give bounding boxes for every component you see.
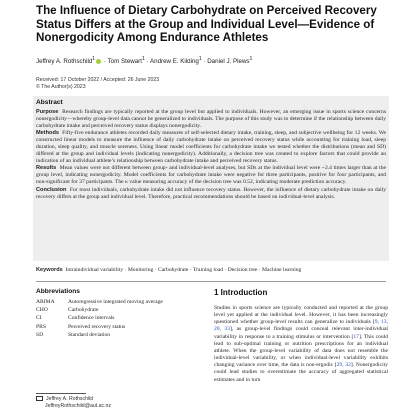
author-affiliation: 1 (141, 56, 145, 62)
citation-link[interactable]: 9, 13, 20, 33 (214, 319, 388, 333)
abbreviation-code: ARIMA (36, 299, 55, 305)
author-name[interactable]: Tom Stewart (107, 58, 142, 66)
author-affiliation: 1 (92, 56, 96, 62)
copyright-notice: © The Author(s) 2023 (36, 84, 86, 91)
abstract-body (36, 109, 386, 201)
abbreviation-row (36, 314, 196, 322)
abbreviation-code: PRS (36, 323, 46, 330)
abstract-heading: Abstract (36, 99, 63, 106)
abbreviation-row (36, 306, 196, 314)
correspondence-footnote (36, 396, 196, 410)
section-divider (36, 281, 386, 282)
conclusion-label: Conclusion (36, 186, 67, 193)
author-list (36, 56, 396, 65)
methods-label: Methods (36, 130, 59, 137)
abstract-methods (36, 130, 386, 165)
results-text: Mean values were not different between group- and individual-level analyses, but SDs at the individual level were ~2.4 times larger than at the group level, indicating nonergodicity. Model coefficients for carbohydrate intake were negative for three participants, positive for four participants, and non-significant for 37 participants. The κ value measuring accuracy of the decision tree was 0.52, indicating moderate prediction accuracy. (36, 165, 387, 186)
author-separator: · (201, 58, 208, 66)
footnote-divider (36, 393, 86, 394)
author-name[interactable]: Jeffrey A. Rothschild (36, 58, 93, 66)
citation-link[interactable]: 29, 32 (336, 362, 351, 369)
citation-link[interactable]: 17 (353, 333, 359, 340)
correspondence-name: Jeffrey A. Rothschild (46, 396, 94, 403)
abbreviations-heading: Abbreviations (36, 288, 80, 295)
orcid-icon[interactable] (96, 59, 101, 64)
results-label: Results (36, 165, 57, 172)
keywords-text: Intraindividual variability · Monitoring · Carbohydrate · Training load · Decision tree · Machine learning (65, 267, 302, 273)
intro-text: ]. Nonergodicity could lead studies to overestimate the accuracy of aggregated statistical estimates and in turn (214, 362, 388, 383)
abbreviation-row (36, 298, 196, 306)
abbreviation-row (36, 323, 196, 331)
author-separator: · (102, 58, 108, 66)
received-accepted-dates: Received: 17 October 2022 / Accepted: 26 June 2023 (36, 77, 160, 83)
abbreviation-meaning: Perceived recovery status (68, 323, 126, 330)
methods-text: Fifty-five endurance athletes recorded daily measures of self-selected dietary intake, training, sleep, and subjective wellbeing for 12 weeks. We constructed linear models to measure the influence of daily carbohydrate intake on perceived recovery status while accounting for training load, sleep duration, sleep quality, and muscle soreness. Using linear model coefficients for carbohydrate intake we tested whether the distributions (mean and SD) differed at the group and individual levels (indicating nonergodicity). Additionally, a decision tree was created to explore factors that could provide an indication of an individual athlete’s relationship between carbohydrate intake and perceived recovery status. (36, 130, 387, 165)
correspondence-name-row (36, 396, 196, 403)
abstract-purpose (36, 109, 386, 130)
correspondence-email[interactable]: JeffreyRothschild@aut.ac.nz (45, 402, 112, 409)
abbreviation-meaning: Confidence intervals (68, 315, 115, 322)
intro-text: Studies in sports science are typically conducted and reported at the group level yet applied at the individual level. However, it has been increasingly questioned whether group-level results can generalize to individuals [ (214, 305, 388, 326)
purpose-label: Purpose (36, 109, 59, 115)
purpose-text: Research findings are typically reported at the group level but applied to individuals. However, an emerging issue in sports science concerns nonergodicity—whereby group-level data cannot be generalized to individuals. The purpose of this study was to determine if the relationship between daily carbohydrate intake and perceived recovery status displays nonergodicity. (36, 109, 387, 130)
keywords (36, 267, 386, 273)
author-affiliation: 1 (198, 56, 202, 62)
keywords-label: Keywords (36, 267, 63, 273)
abbreviation-meaning: Carbohydrate (68, 307, 99, 314)
publication-dates (36, 77, 336, 91)
abbreviation-meaning: Autoregressive integrated moving average (68, 299, 163, 305)
author-affiliation: 1 (249, 56, 253, 62)
introduction-heading: 1 Introduction (214, 288, 268, 297)
abbreviations-list (36, 298, 196, 339)
abbreviation-code: CHO (36, 307, 48, 314)
abstract-results (36, 165, 386, 186)
abstract-conclusion (36, 187, 386, 201)
introduction-paragraph (214, 305, 388, 384)
abbreviation-code: CI (36, 315, 42, 322)
author-name[interactable]: Andrew E. Kilding (150, 58, 199, 66)
intro-text: ], as group-level findings could conceal relevant inter-individual variability in response to a training stimulus or intervention [ (214, 326, 388, 340)
author-name[interactable]: Daniel J. Plews (207, 58, 250, 66)
conclusion-text: For most individuals, carbohydrate intake did not influence recovery status. However, the influence of dietary carbohydrate intake on daily recovery differs at the group and individual level. Therefore, practical recommendations should be based on individual-level analysis. (36, 186, 387, 200)
abbreviation-code: SD (36, 331, 44, 338)
envelope-icon (36, 396, 43, 401)
introduction-body (214, 305, 388, 420)
abbreviation-meaning: Standard deviation (68, 331, 111, 338)
abbreviation-row (36, 331, 196, 339)
author-separator: · (144, 58, 150, 66)
intro-text: ]. This could lead to sub-optimal training or nutrition prescriptions for an individual athlete. When the group-level variability of data does not resemble the individual-level variability, or when individual-level variability exhibits changing variance over time, the data is non-ergodic [ (214, 333, 388, 369)
article-title: The Influence of Dietary Carbohydrate on Perceived Recovery Status Differs at the Group and Individual Level—Evidence of Nonergodicity Among Endurance Athletes (36, 4, 377, 45)
